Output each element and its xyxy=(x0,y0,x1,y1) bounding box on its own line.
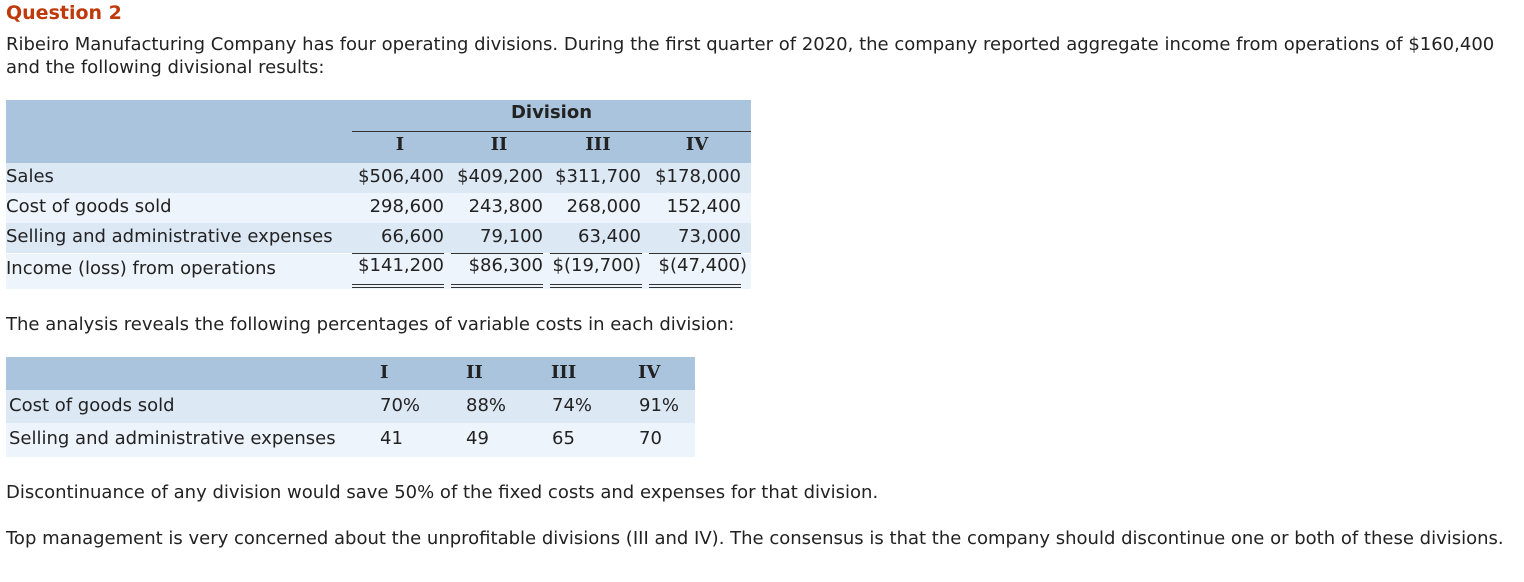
cell-value: 298,600 xyxy=(369,196,444,217)
cell-value: $86,300 xyxy=(468,255,543,276)
column-header-iv: IV xyxy=(638,362,661,383)
row-label: Cost of goods sold xyxy=(6,196,172,217)
table-row-selling-admin-pct xyxy=(6,423,695,457)
cell-value: $141,200 xyxy=(358,255,444,276)
cell-value: 152,400 xyxy=(666,196,741,217)
row-label: Selling and administrative expenses xyxy=(9,428,336,449)
cell-value: $506,400 xyxy=(358,166,444,187)
question-heading: Question 2 xyxy=(6,2,122,24)
cell-value: 70% xyxy=(380,395,421,416)
total-rule xyxy=(451,287,543,288)
row-label: Sales xyxy=(6,166,54,187)
discontinuance-paragraph: Discontinuance of any division would save 50% of the fixed costs and expenses for that division. xyxy=(6,482,879,503)
column-header-i: I xyxy=(380,362,389,383)
cell-value: $178,000 xyxy=(655,166,741,187)
cell-value: 66,600 xyxy=(381,226,444,247)
table-row-cogs-pct xyxy=(6,390,695,423)
divisional-results-table xyxy=(6,100,751,289)
intro-paragraph: Ribeiro Manufacturing Company has four operating divisions. During the first quarter of 2020, the company reported aggregate income from operations of $160,400 and the following divisional results: xyxy=(6,34,1495,78)
cell-value: $409,200 xyxy=(457,166,543,187)
column-header-iii: III xyxy=(585,134,611,155)
column-header-iii: III xyxy=(551,362,577,383)
table-row-sales xyxy=(6,163,751,193)
cell-value: 74% xyxy=(552,395,593,416)
column-header-ii: II xyxy=(466,362,483,383)
column-header-iv: IV xyxy=(685,134,709,155)
cell-value: 91% xyxy=(639,395,680,416)
total-rule xyxy=(649,287,741,288)
cell-value: 243,800 xyxy=(468,196,543,217)
management-paragraph: Top management is very concerned about the unprofitable divisions (III and IV). The consensus is that the company should discontinue one or both of these divisions. xyxy=(6,528,1504,549)
division-header-rule xyxy=(352,131,751,132)
total-rule xyxy=(451,284,543,285)
cell-value: 70 xyxy=(639,428,662,449)
table-row-selling-admin xyxy=(6,223,751,253)
cell-value: 73,000 xyxy=(678,226,741,247)
cell-value: 65 xyxy=(552,428,575,449)
cell-value: $(19,700) xyxy=(552,255,641,276)
column-header-i: I xyxy=(395,134,405,155)
cell-value: 88% xyxy=(466,395,507,416)
table-row-cogs xyxy=(6,193,751,223)
cell-value: $(47,400) xyxy=(658,255,747,276)
total-rule xyxy=(550,284,642,285)
table-header xyxy=(6,100,751,163)
cell-value: 41 xyxy=(380,428,403,449)
cell-value: 79,100 xyxy=(480,226,543,247)
column-header-ii: II xyxy=(490,134,508,155)
variable-cost-percent-table xyxy=(6,357,695,457)
total-rule xyxy=(649,284,741,285)
row-label: Income (loss) from operations xyxy=(6,258,276,279)
table-header xyxy=(6,357,695,390)
cell-value: 63,400 xyxy=(578,226,641,247)
total-rule xyxy=(550,287,642,288)
row-label: Cost of goods sold xyxy=(9,395,175,416)
total-rule xyxy=(352,287,444,288)
cell-value: 268,000 xyxy=(566,196,641,217)
total-rule xyxy=(352,284,444,285)
division-group-header: Division xyxy=(510,102,593,123)
analysis-paragraph: The analysis reveals the following percentages of variable costs in each division: xyxy=(6,314,735,335)
cell-value: 49 xyxy=(466,428,489,449)
cell-value: $311,700 xyxy=(555,166,641,187)
row-label: Selling and administrative expenses xyxy=(6,226,333,247)
